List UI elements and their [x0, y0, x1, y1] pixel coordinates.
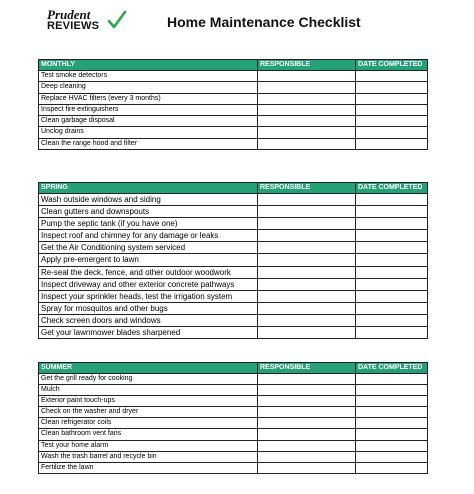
responsible-cell[interactable] — [258, 71, 356, 82]
table-row — [39, 278, 428, 290]
table-row — [39, 127, 428, 138]
task-cell: Clean the range hood and filter — [39, 138, 258, 149]
date-completed-cell[interactable] — [356, 290, 428, 302]
table-row — [39, 407, 428, 418]
table-row — [39, 266, 428, 278]
task-cell: Clean bathroom vent fans — [39, 429, 258, 440]
task-cell: Inspect your sprinkler heads, test the irrigation system — [39, 290, 258, 302]
table-row — [39, 138, 428, 149]
responsible-cell[interactable] — [258, 374, 356, 385]
date-completed-cell[interactable] — [356, 266, 428, 278]
task-cell: Get your lawnmower blades sharpened — [39, 327, 258, 339]
task-cell: Test smoke detectors — [39, 71, 258, 82]
task-cell: Test your home alarm — [39, 440, 258, 451]
task-cell: Deep cleaning — [39, 82, 258, 93]
responsible-cell[interactable] — [258, 429, 356, 440]
date-completed-cell[interactable] — [356, 314, 428, 326]
date-completed-cell[interactable] — [356, 407, 428, 418]
responsible-cell[interactable] — [258, 254, 356, 266]
task-cell: Wash the trash barrel and recycle bin — [39, 451, 258, 462]
task-cell: Get the grill ready for cooking — [39, 374, 258, 385]
responsible-cell[interactable] — [258, 418, 356, 429]
responsible-cell[interactable] — [258, 82, 356, 93]
table-row — [39, 374, 428, 385]
table-row — [39, 206, 428, 218]
date-completed-cell[interactable] — [356, 104, 428, 115]
table-row — [39, 385, 428, 396]
responsible-cell[interactable] — [258, 194, 356, 206]
task-cell: Inspect fire extinguishers — [39, 104, 258, 115]
table-row — [39, 116, 428, 127]
date-completed-cell[interactable] — [356, 71, 428, 82]
table-row — [39, 451, 428, 462]
page-title: Home Maintenance Checklist — [167, 14, 361, 30]
responsible-cell[interactable] — [258, 327, 356, 339]
date-completed-cell[interactable] — [356, 82, 428, 93]
date-completed-column-header: DATE COMPLETED — [356, 183, 428, 194]
table-row — [39, 218, 428, 230]
responsible-cell[interactable] — [258, 385, 356, 396]
date-completed-cell[interactable] — [356, 418, 428, 429]
responsible-cell[interactable] — [258, 302, 356, 314]
date-completed-cell[interactable] — [356, 396, 428, 407]
table-row — [39, 82, 428, 93]
task-cell: Mulch — [39, 385, 258, 396]
table-header-row — [39, 363, 428, 374]
task-cell: Clean gutters and downspouts — [39, 206, 258, 218]
date-completed-cell[interactable] — [356, 194, 428, 206]
responsible-column-header: RESPONSIBLE — [258, 183, 356, 194]
responsible-cell[interactable] — [258, 138, 356, 149]
task-cell: Get the Air Conditioning system serviced — [39, 242, 258, 254]
responsible-cell[interactable] — [258, 290, 356, 302]
checkmark-icon — [107, 10, 127, 30]
date-completed-cell[interactable] — [356, 374, 428, 385]
responsible-cell[interactable] — [258, 440, 356, 451]
table-row — [39, 254, 428, 266]
summer-checklist-table — [38, 362, 428, 474]
logo-line1: Prudent — [47, 7, 91, 22]
responsible-column-header: RESPONSIBLE — [258, 363, 356, 374]
date-completed-cell[interactable] — [356, 138, 428, 149]
table-row — [39, 327, 428, 339]
date-completed-cell[interactable] — [356, 451, 428, 462]
date-completed-cell[interactable] — [356, 440, 428, 451]
table-row — [39, 104, 428, 115]
responsible-cell[interactable] — [258, 104, 356, 115]
logo-line2: REVIEWS — [47, 20, 100, 32]
responsible-cell[interactable] — [258, 314, 356, 326]
table-header-row — [39, 60, 428, 71]
date-completed-cell[interactable] — [356, 218, 428, 230]
responsible-cell[interactable] — [258, 127, 356, 138]
prudent-reviews-logo — [47, 8, 133, 34]
date-completed-cell[interactable] — [356, 127, 428, 138]
date-completed-column-header: DATE COMPLETED — [356, 363, 428, 374]
table-row — [39, 418, 428, 429]
responsible-column-header: RESPONSIBLE — [258, 60, 356, 71]
task-cell: Inspect driveway and other exterior concrete pathways — [39, 278, 258, 290]
task-cell: Wash outside windows and siding — [39, 194, 258, 206]
date-completed-cell[interactable] — [356, 327, 428, 339]
date-completed-cell[interactable] — [356, 116, 428, 127]
task-cell: Check screen doors and windows — [39, 314, 258, 326]
table-row — [39, 71, 428, 82]
date-completed-cell[interactable] — [356, 254, 428, 266]
spring-checklist-table — [38, 182, 428, 339]
table-row — [39, 314, 428, 326]
table-row — [39, 93, 428, 104]
table-row — [39, 440, 428, 451]
task-cell: Replace HVAC filters (every 3 months) — [39, 93, 258, 104]
date-completed-cell[interactable] — [356, 242, 428, 254]
monthly-checklist-table — [38, 59, 428, 150]
table-row — [39, 230, 428, 242]
section-header-summer: SUMMER — [39, 363, 258, 374]
table-row — [39, 396, 428, 407]
task-cell: Pump the septic tank (if you have one) — [39, 218, 258, 230]
task-cell: Apply pre-emergent to lawn — [39, 254, 258, 266]
responsible-cell[interactable] — [258, 278, 356, 290]
responsible-cell[interactable] — [258, 230, 356, 242]
responsible-cell[interactable] — [258, 218, 356, 230]
task-cell: Fertilize the lawn — [39, 462, 258, 473]
table-header-row — [39, 183, 428, 194]
responsible-cell[interactable] — [258, 407, 356, 418]
task-cell: Unclog drains — [39, 127, 258, 138]
date-completed-cell[interactable] — [356, 278, 428, 290]
task-cell: Clean garbage disposal — [39, 116, 258, 127]
table-row — [39, 429, 428, 440]
responsible-cell[interactable] — [258, 266, 356, 278]
date-completed-cell[interactable] — [356, 230, 428, 242]
task-cell: Re-seal the deck, fence, and other outdoor woodwork — [39, 266, 258, 278]
responsible-cell[interactable] — [258, 462, 356, 473]
responsible-cell[interactable] — [258, 206, 356, 218]
task-cell: Spray for mosquitos and other bugs — [39, 302, 258, 314]
date-completed-column-header: DATE COMPLETED — [356, 60, 428, 71]
table-row — [39, 302, 428, 314]
task-cell: Inspect roof and chimney for any damage or leaks — [39, 230, 258, 242]
section-header-monthly: MONTHLY — [39, 60, 258, 71]
date-completed-cell[interactable] — [356, 429, 428, 440]
responsible-cell[interactable] — [258, 116, 356, 127]
date-completed-cell[interactable] — [356, 462, 428, 473]
responsible-cell[interactable] — [258, 451, 356, 462]
date-completed-cell[interactable] — [356, 206, 428, 218]
table-row — [39, 194, 428, 206]
table-row — [39, 462, 428, 473]
table-row — [39, 290, 428, 302]
date-completed-cell[interactable] — [356, 302, 428, 314]
task-cell: Check on the washer and dryer — [39, 407, 258, 418]
table-row — [39, 242, 428, 254]
responsible-cell[interactable] — [258, 93, 356, 104]
task-cell: Clean refrigerator coils — [39, 418, 258, 429]
responsible-cell[interactable] — [258, 242, 356, 254]
task-cell: Exterior paint touch-ups — [39, 396, 258, 407]
section-header-spring: SPRING — [39, 183, 258, 194]
responsible-cell[interactable] — [258, 396, 356, 407]
date-completed-cell[interactable] — [356, 385, 428, 396]
date-completed-cell[interactable] — [356, 93, 428, 104]
